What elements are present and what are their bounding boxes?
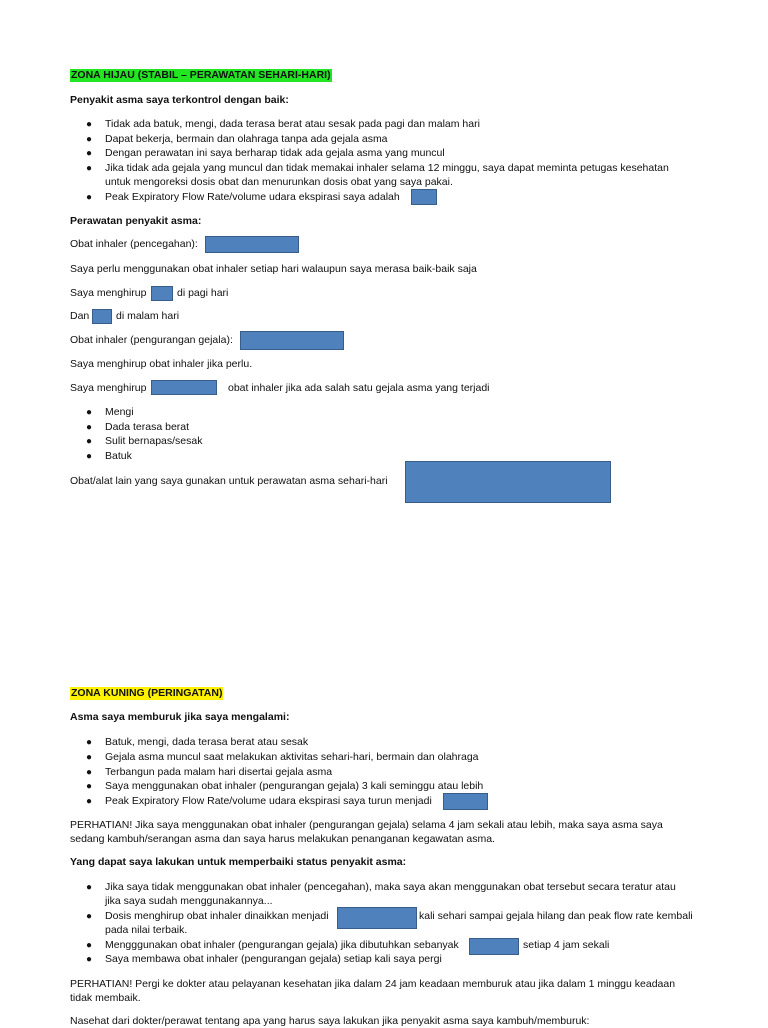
preventer-label: Obat inhaler (pencegahan): xyxy=(70,238,198,250)
morning-dose-suffix: di pagi hari xyxy=(177,287,229,299)
list-item: Jika tidak ada gejala yang muncul dan tidak memakai inhaler selama 12 minggu, saya dapat meminta petugas kesehatan xyxy=(105,162,669,174)
yellow-zone-heading: Asma saya memburuk jika saya mengalami: xyxy=(70,711,290,723)
green-zone-heading: Penyakit asma saya terkontrol dengan baik: xyxy=(70,94,289,106)
list-item: Dengan perawatan ini saya berharap tidak ada gejala asma yang muncul xyxy=(105,147,445,159)
warning-text: PERHATIAN! Jika saya menggunakan obat inhaler (pengurangan gejala) selama 4 jam sekali atau lebih, maka saya asma saya xyxy=(70,819,663,831)
bullet-dot: ● xyxy=(86,192,93,203)
morning-dose-label: Saya menghirup xyxy=(70,287,147,299)
bullet-dot: ● xyxy=(86,752,93,763)
bullet-dot: ● xyxy=(86,940,93,951)
list-item: Saya menggunakan obat inhaler (pengurangan gejala) 3 kali seminggu atau lebih xyxy=(105,780,484,792)
bullet-dot: ● xyxy=(86,436,93,447)
reliever-label: Obat inhaler (pengurangan gejala): xyxy=(70,334,233,346)
other-medication-field[interactable] xyxy=(405,461,611,503)
list-item: Peak Expiratory Flow Rate/volume udara ekspirasi saya adalah xyxy=(105,191,400,203)
bullet-dot: ● xyxy=(86,148,93,159)
morning-dose-field[interactable] xyxy=(151,286,173,301)
list-item-suffix: kali sehari sampai gejala hilang dan peak flow rate kembali xyxy=(419,910,693,922)
reliever-field[interactable] xyxy=(240,331,344,350)
list-item: Dapat bekerja, bermain dan olahraga tanpa ada gejala asma xyxy=(105,133,388,145)
treatment-heading: Perawatan penyakit asma: xyxy=(70,215,202,227)
yellow-zone-title: ZONA KUNING (PERINGATAN) xyxy=(71,687,223,699)
symptom-item: Sulit bernapas/sesak xyxy=(105,435,203,447)
bullet-dot: ● xyxy=(86,737,93,748)
reliever-use-label: Saya menghirup xyxy=(70,382,147,394)
preventer-field[interactable] xyxy=(205,236,299,253)
symptom-item: Mengi xyxy=(105,406,134,418)
list-item: Peak Expiratory Flow Rate/volume udara ekspirasi saya turun menjadi xyxy=(105,795,432,807)
bullet-dot: ● xyxy=(86,781,93,792)
bullet-dot: ● xyxy=(86,422,93,433)
reliever-dose-field[interactable] xyxy=(151,380,217,395)
list-item: Batuk, mengi, dada terasa berat atau sesak xyxy=(105,736,309,748)
warning-text-continued: tidak membaik. xyxy=(70,992,141,1004)
list-item-suffix: setiap 4 jam sekali xyxy=(523,939,610,951)
actions-heading: Yang dapat saya lakukan untuk memperbaiki status penyakit asma: xyxy=(70,856,407,868)
list-item: Jika saya tidak menggunakan obat inhaler (pencegahan), maka saya akan menggunakan obat tersebut secara teratur atau xyxy=(105,881,676,893)
daily-note: Saya perlu menggunakan obat inhaler setiap hari walaupun saya merasa baik-baik saja xyxy=(70,263,477,275)
symptom-item: Batuk xyxy=(105,450,132,462)
green-zone-title: ZONA HIJAU (STABIL – PERAWATAN SEHARI-HARI) xyxy=(71,69,331,81)
list-item: Terbangun pada malam hari disertai gejala asma xyxy=(105,766,333,778)
bullet-dot: ● xyxy=(86,911,93,922)
bullet-dot: ● xyxy=(86,954,93,965)
night-dose-suffix: di malam hari xyxy=(116,310,180,322)
warning-text-continued: sedang kambuh/serangan asma dan saya harus melakukan penanganan kegawatan asma. xyxy=(70,833,495,845)
bullet-dot: ● xyxy=(86,767,93,778)
bullet-dot: ● xyxy=(86,451,93,462)
bullet-dot: ● xyxy=(86,134,93,145)
other-medication-label: Obat/alat lain yang saya gunakan untuk perawatan asma sehari-hari xyxy=(70,475,388,487)
bullet-dot: ● xyxy=(86,882,93,893)
list-item: Saya membawa obat inhaler (pengurangan gejala) setiap kali saya pergi xyxy=(105,953,442,965)
reliever-note: Saya menghirup obat inhaler jika perlu. xyxy=(70,358,253,370)
peak-flow-field[interactable] xyxy=(411,189,437,205)
list-item-continued: pada nilai terbaik. xyxy=(105,924,188,936)
list-item-continued: jika saya sudah menggunakannya... xyxy=(105,895,273,907)
advice-text: Nasehat dari dokter/perawat tentang apa yang harus saya lakukan jika penyakit asma saya kambuh/memburuk: xyxy=(70,1015,590,1027)
bullet-dot: ● xyxy=(86,119,93,130)
bullet-dot: ● xyxy=(86,407,93,418)
reliever-use-suffix: obat inhaler jika ada salah satu gejala asma yang terjadi xyxy=(228,382,490,394)
reliever-frequency-field[interactable] xyxy=(469,938,519,955)
list-item-continued: untuk mengoreksi dosis obat dan menurunkan dosis obat yang saya pakai. xyxy=(105,176,453,188)
night-dose-field[interactable] xyxy=(92,309,112,324)
bullet-dot: ● xyxy=(86,163,93,174)
warning-text: PERHATIAN! Pergi ke dokter atau pelayanan kesehatan jika dalam 24 jam keadaan memburuk atau jika dalam 1 minggu keadaan xyxy=(70,978,676,990)
list-item: Gejala asma muncul saat melakukan aktivitas sehari-hari, bermain dan olahraga xyxy=(105,751,479,763)
dose-increase-field[interactable] xyxy=(337,907,417,929)
symptom-item: Dada terasa berat xyxy=(105,421,190,433)
list-item: Tidak ada batuk, mengi, dada terasa berat atau sesak pada pagi dan malam hari xyxy=(105,118,480,130)
list-item: Dosis menghirup obat inhaler dinaikkan menjadi xyxy=(105,910,329,922)
night-dose-label: Dan xyxy=(70,310,90,322)
bullet-dot: ● xyxy=(86,796,93,807)
peak-flow-drop-field[interactable] xyxy=(443,793,488,810)
list-item: Mengggunakan obat inhaler (pengurangan gejala) jika dibutuhkan sebanyak xyxy=(105,939,459,951)
